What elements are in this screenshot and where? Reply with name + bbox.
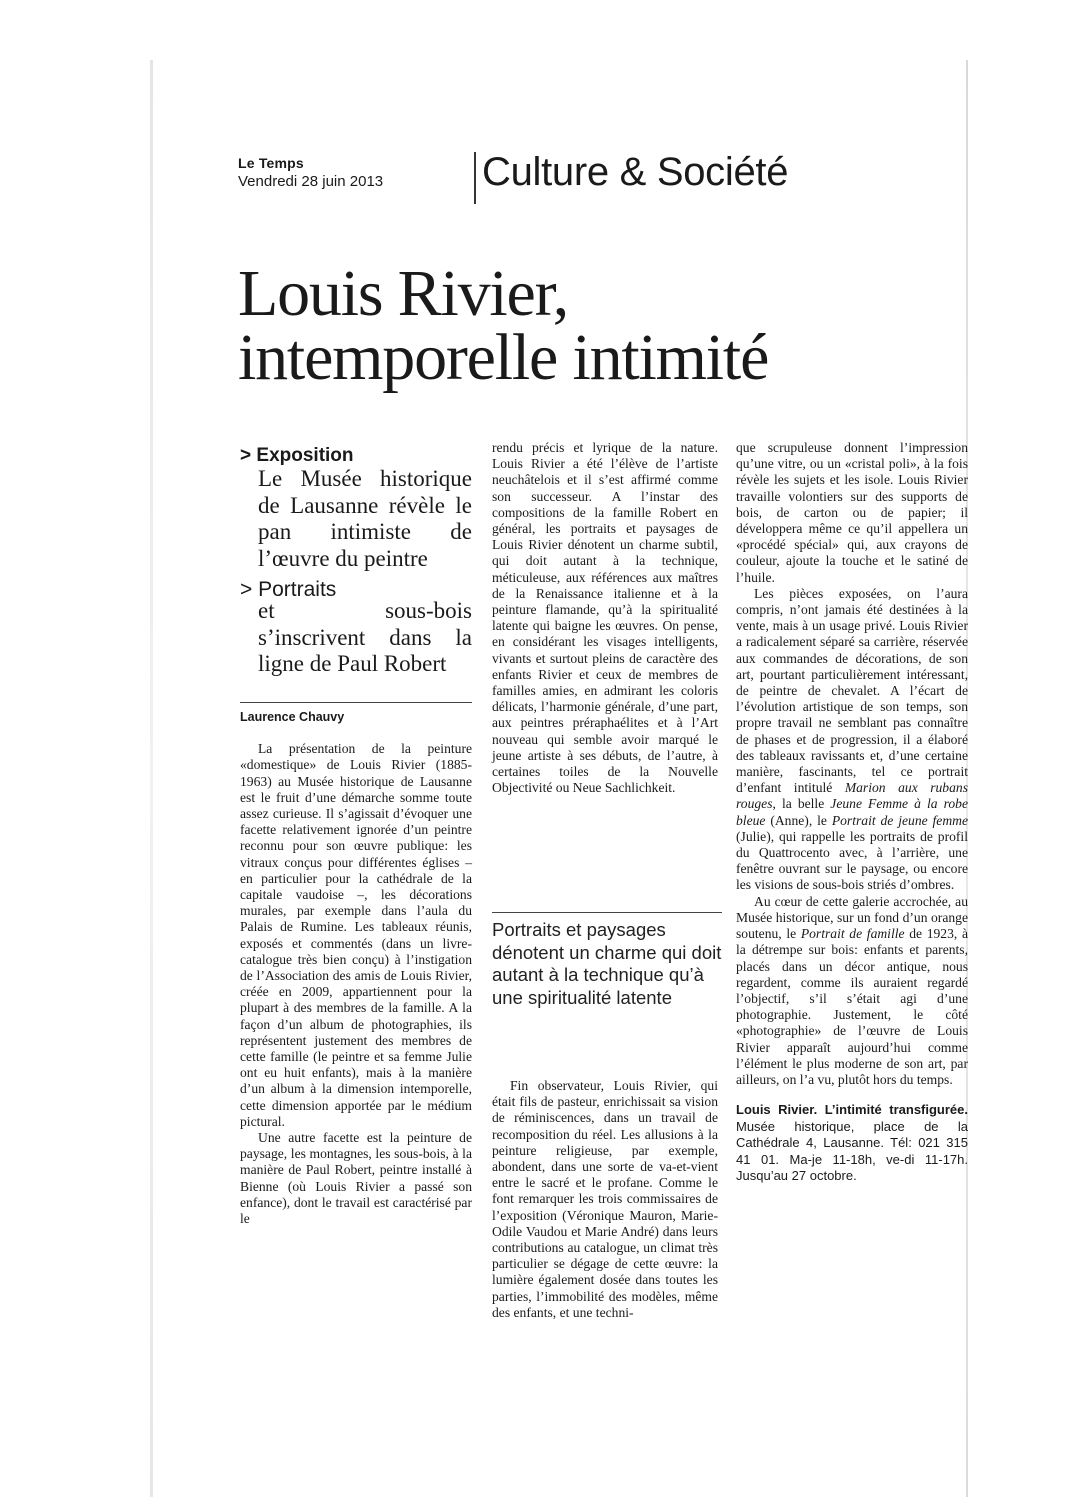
artwork-title: Portrait de jeune femme bbox=[831, 812, 969, 828]
body-paragraph: rendu précis et lyrique de la nature. Louis Rivier a été l’élève de l’artiste neuchâtelois et il s’est affirmé comme son successeur. A l’instar des compositions de la famille Robert en général, les portraits et paysages de Louis Rivier dénotent un charme subtil, qui doit autant à la technique, méticuleuse, aux références aux maîtres de la Renaissance italienne et à la peinture flamande, qu’à la spiritualité latente qui baigne les œuvres. On pense, en considérant les visages intelligents, vivants et surtout pleins de caractère des enfants Rivier et ceux de membres de familles amies, en admirant les coloris délicats, l’harmonie générale, d’une part, aux peintres préraphaélites et à l’Art nouveau qui semble avoir marqué le jeune artiste à ses débuts, de l’autre, à certaines toiles de la Nouvelle Objectivité ou Neue Sachlichkeit. bbox=[492, 440, 718, 796]
kicker-arrow-icon: > bbox=[240, 578, 253, 602]
headline-line-2: intemporelle intimité bbox=[238, 321, 769, 394]
headline-line-1: Louis Rivier, bbox=[238, 257, 569, 330]
kicker-exposition bbox=[240, 445, 472, 466]
scan-edge-left bbox=[150, 60, 153, 1497]
text-run: Les pièces exposées, on l’aura compris, n’ont jamais été destinées à la vente, mais à un usage privé. Louis Rivier a radicalement séparé sa carrière, réservée aux commandes de décorations, de son art, pourtant particulièrement intéressant, de peintre de chevalet. A l’écart de l’évolution artistique de son temps, son propre travail ne semblant pas connaître de phases et de progression, il a élaboré des tableaux ravissants et, d’une certaine manière, fascinants, tel ce portrait d’enfant intitulé bbox=[736, 585, 968, 796]
pull-quote-text: Portraits et paysages dénotent un charme qui doit autant à la technique qu’à une spiritualité latente bbox=[492, 919, 722, 1008]
text-run: de 1923, à la détrempe sur bois: enfants et parents, placés dans un décor antique, nous regardent, comme ils auraient regardé l’objectif, s’il s’était agi d’une photographie. Justement, le côté «photographie» de l’œuvre de Louis Rivier apparaît aujourd’hui comme l’élément le plus moderne de son art, par ailleurs, on l’a vu, plutôt hors du temps. bbox=[736, 926, 968, 1087]
text-run: (Julie), qui rappelle les portraits de profil du Quattrocento avec, à l’arrière, une fenêtre ouvrant sur le paysage, ou encore les visions de sous-bois striés d’ombres. bbox=[736, 828, 968, 893]
section-rubric: Culture & Société bbox=[482, 150, 789, 194]
newspaper-name: Le Temps bbox=[238, 155, 304, 171]
artwork-title: Marion aux rubans rouges bbox=[736, 780, 968, 812]
exhibition-info bbox=[736, 1102, 968, 1185]
body-paragraph: Fin observateur, Louis Rivier, qui était fils de pasteur, enrichissait sa vision de réminiscences, dans un travail de recomposition du réel. Les allusions à la peinture religieuse, par exemple, abondent, dans une sorte de va-et-vient entre le sacré et le profane. Comme le font remarquer les trois commissaires de l’exposition (Véronique Mauron, Marie-Odile Vaudou et Marie André) dans leurs contributions au catalogue, un climat très particulier se dégage de cette œuvre: la lumière également dosée dans toutes les parties, l’immobilité des modèles, même des enfants, et une techni- bbox=[492, 1078, 718, 1320]
article-headline bbox=[238, 257, 938, 394]
artwork-title: Jeune Femme à la robe bleue bbox=[736, 796, 968, 828]
lead-paragraph-1: Le Musée historique de Lausanne révèle le pan intimiste de l’œuvre du peintre bbox=[258, 466, 472, 571]
artwork-title: Portrait de famille bbox=[800, 926, 905, 942]
lead-2-first: Portraits bbox=[258, 578, 337, 602]
info-title: Louis Rivier. L’intimité transfigurée. bbox=[736, 1102, 968, 1118]
column-1 bbox=[240, 445, 472, 1227]
kicker-label: Exposition bbox=[256, 445, 354, 466]
lead-paragraph-2: et sous-bois s’inscrivent dans la ligne de Paul Robert bbox=[258, 598, 472, 677]
masthead bbox=[238, 155, 383, 190]
lead-2-heading bbox=[240, 578, 472, 602]
body-paragraph: La présentation de la peinture «domestique» de Louis Rivier (1885-1963) au Musée historique de Lausanne est le fruit d’une démarche somme toute assez curieuse. Il s’agissait d’évoquer une facette relativement ignorée d’un peintre reconnu pour son œuvre publique: les vitraux conçus pour différentes églises – en particulier pour la cathédrale de la capitale vaudoise –, les décorations murales, par exemple dans l’aula du Palais de Rumine. Les tableaux réunis, exposés et commentés (dans un livre-catalogue très bien conçu) à l’instigation de l’Association des amis de Louis Rivier, créée en 2009, appartiennent pour la plupart à des membres de la famille. A la façon d’un album de photographies, ils représentent justement des membres de cette famille (le peintre et sa femme Julie ont eu huit enfants), mais à la manière d’un album à la dimension intemporelle, cette dimension apportée par le médium pictural. bbox=[240, 741, 472, 1129]
text-run: , la belle bbox=[772, 796, 831, 812]
pull-quote bbox=[492, 912, 722, 1009]
byline: Laurence Chauvy bbox=[240, 709, 345, 724]
body-paragraph bbox=[736, 894, 968, 1088]
text-run: (Anne), le bbox=[765, 812, 832, 828]
column-2-continued bbox=[492, 1078, 718, 1321]
body-paragraph bbox=[736, 586, 968, 894]
column-2 bbox=[492, 440, 718, 796]
rubric-divider bbox=[474, 152, 476, 204]
info-details: Musée historique, place de la Cathédrale 4, Lausanne. Tél: 021 315 41 01. Ma-je 11-18h, ve-di 11-17h. Jusqu’au 27 octobre. bbox=[736, 1118, 968, 1184]
kicker-arrow-icon: > bbox=[240, 445, 252, 466]
publication-date: Vendredi 28 juin 2013 bbox=[238, 173, 384, 190]
column-3 bbox=[736, 440, 968, 1185]
text-run: Au cœur de cette galerie accrochée, au Musée historique, sur un fond d’un orange soutenu, le bbox=[736, 893, 968, 942]
body-paragraph: Une autre facette est la peinture de paysage, les montagnes, les sous-bois, à la manière de Paul Robert, peintre installé à Bienne (où Louis Rivier a passé son enfance), dont le travail est caractérisé par le bbox=[240, 1129, 472, 1226]
body-paragraph: que scrupuleuse donnent l’impression qu’une vitre, ou un «cristal poli», à la fois révèle les sujets et les isole. Louis Rivier travaille volontiers sur des supports de bois, de carton ou de papier; il développera même ce qu’il appellera un «procédé spécial» qui, aux crayons de couleur, ajoute la touche et le satiné de l’huile. bbox=[736, 440, 968, 585]
byline-rule bbox=[240, 702, 472, 703]
